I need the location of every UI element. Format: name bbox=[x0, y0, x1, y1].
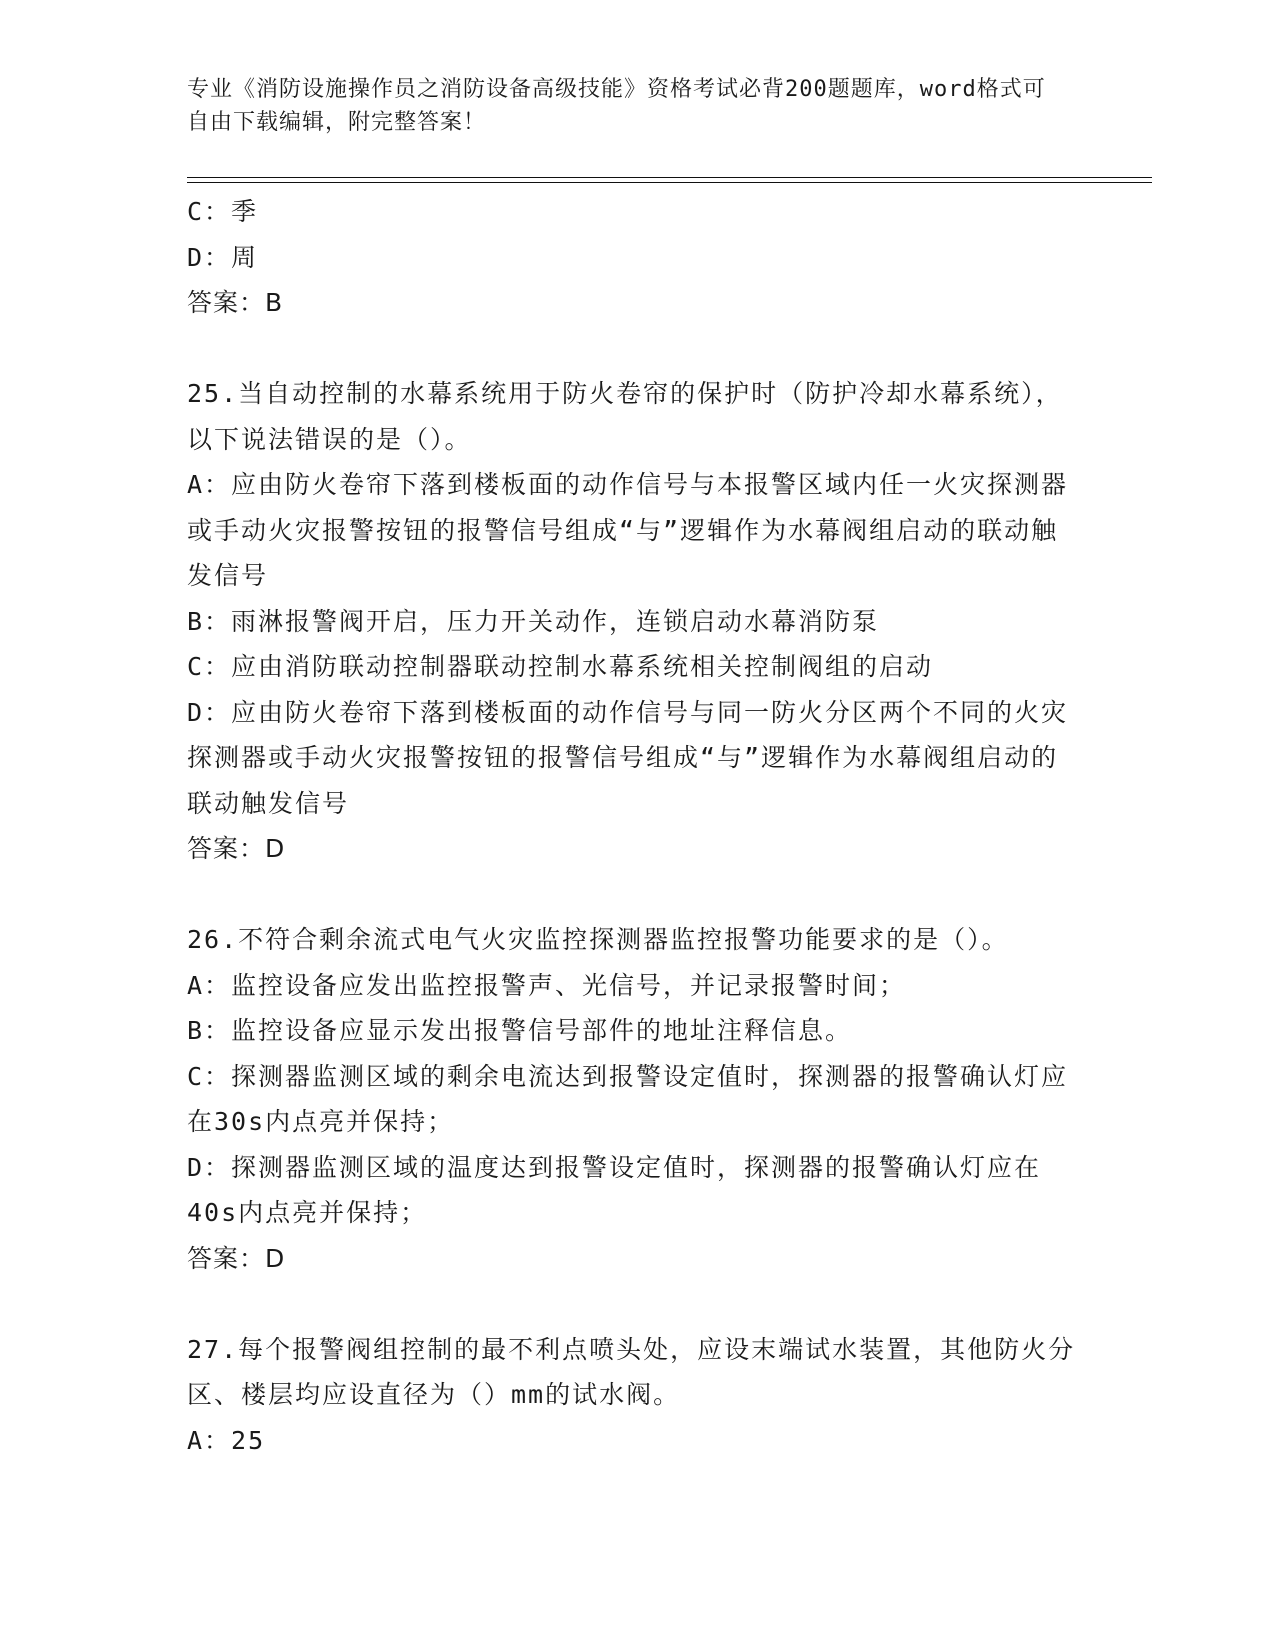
question-24-tail bbox=[187, 189, 1077, 326]
option-c: C：应由消防联动控制器联动控制水幕系统相关控制阀组的启动 bbox=[187, 652, 934, 681]
option-b: B：雨淋报警阀开启，压力开关动作，连锁启动水幕消防泵 bbox=[187, 606, 880, 636]
question-27 bbox=[187, 1327, 1077, 1464]
question-25 bbox=[187, 371, 1077, 872]
document-body bbox=[187, 189, 1077, 1463]
option-d: D：探测器监测区域的温度达到报警设定值时，探测器的报警确认灯应在40s内点亮并保持； bbox=[187, 1152, 1042, 1227]
option-d: D：应由防火卷帘下落到楼板面的动作信号与同一防火分区两个不同的火灾探测器或手动火灾报警按钮的报警信号组成“与”逻辑作为水幕阀组启动的联动触发信号 bbox=[187, 697, 1069, 818]
document-header: 专业《消防设施操作员之消防设备高级技能》资格考试必背200题题库，word格式可自由下载编辑，附完整答案！ bbox=[187, 77, 1046, 135]
option-c: C：探测器监测区域的剩余电流达到报警设定值时，探测器的报警确认灯应在30s内点亮并保持； bbox=[187, 1061, 1069, 1136]
question-stem: 26.不符合剩余流式电气火灾监控探测器监控报警功能要求的是（）。 bbox=[187, 925, 1009, 954]
answer-line: 答案：D bbox=[187, 1243, 286, 1273]
answer-line: 答案：B bbox=[187, 288, 284, 317]
question-26 bbox=[187, 917, 1077, 1281]
option-c: C：季 bbox=[187, 197, 259, 226]
option-d: D：周 bbox=[187, 242, 259, 272]
question-stem: 27.每个报警阀组控制的最不利点喷头处，应设末端试水装置，其他防火分区、楼层均应设直径为（）mm的试水阀。 bbox=[187, 1334, 1076, 1409]
header-divider-top bbox=[187, 177, 1152, 178]
option-a: A：应由防火卷帘下落到楼板面的动作信号与本报警区域内任一火灾探测器或手动火灾报警按钮的报警信号组成“与”逻辑作为水幕阀组启动的联动触发信号 bbox=[187, 470, 1069, 590]
header-divider-bottom bbox=[187, 182, 1152, 183]
answer-line: 答案：D bbox=[187, 834, 286, 863]
question-stem: 25.当自动控制的水幕系统用于防火卷帘的保护时（防护冷却水幕系统），以下说法错误的是（）。 bbox=[187, 379, 1063, 454]
option-b: B：监控设备应显示发出报警信号部件的地址注释信息。 bbox=[187, 1016, 853, 1045]
option-a: A：25 bbox=[187, 1425, 266, 1455]
option-a: A：监控设备应发出监控报警声、光信号，并记录报警时间； bbox=[187, 970, 907, 1000]
